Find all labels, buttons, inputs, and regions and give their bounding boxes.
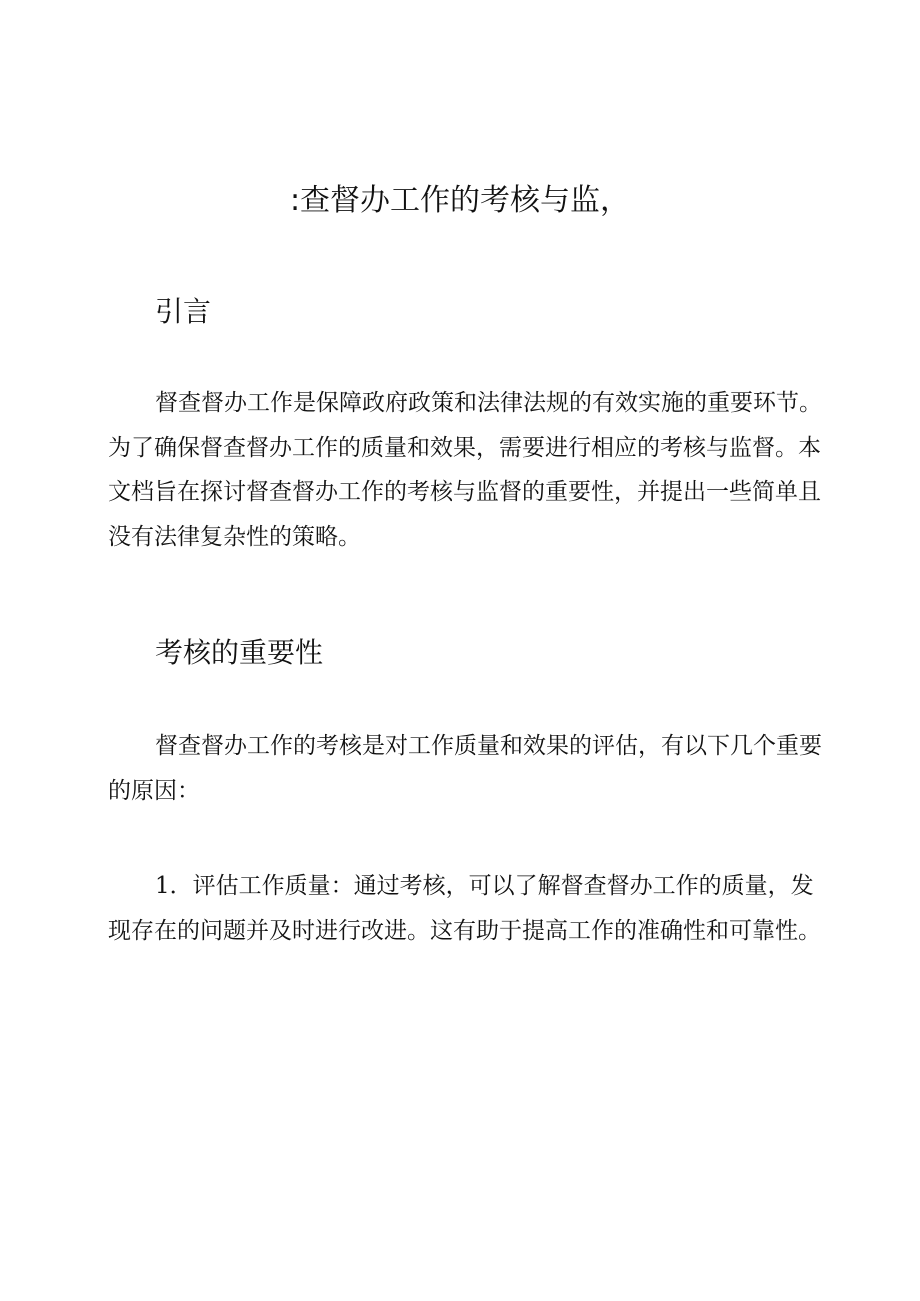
importance-paragraph: 督查督办工作的考核是对工作质量和效果的评估，有以下几个重要的原因： xyxy=(108,733,822,804)
document-title: :查督办工作的考核与监， xyxy=(289,183,631,218)
introduction-paragraph: 督查督办工作是保障政府政策和法律法规的有效实施的重要环节。为了确保督查督办工作的质量和效果，需要进行相应的考核与监督。本文档旨在探讨督查督办工作的考核与监督的重要性，并提出一些简单且没有法律复杂性的策略。 xyxy=(108,390,822,550)
section-heading-importance: 考核的重要性 xyxy=(155,636,324,669)
section-heading-introduction: 引言 xyxy=(155,295,212,328)
importance-list-item-1: 1．评估工作质量：通过考核，可以了解督查督办工作的质量，发现存在的问题并及时进行改进。这有助于提高工作的准确性和可靠性。 xyxy=(108,873,821,944)
